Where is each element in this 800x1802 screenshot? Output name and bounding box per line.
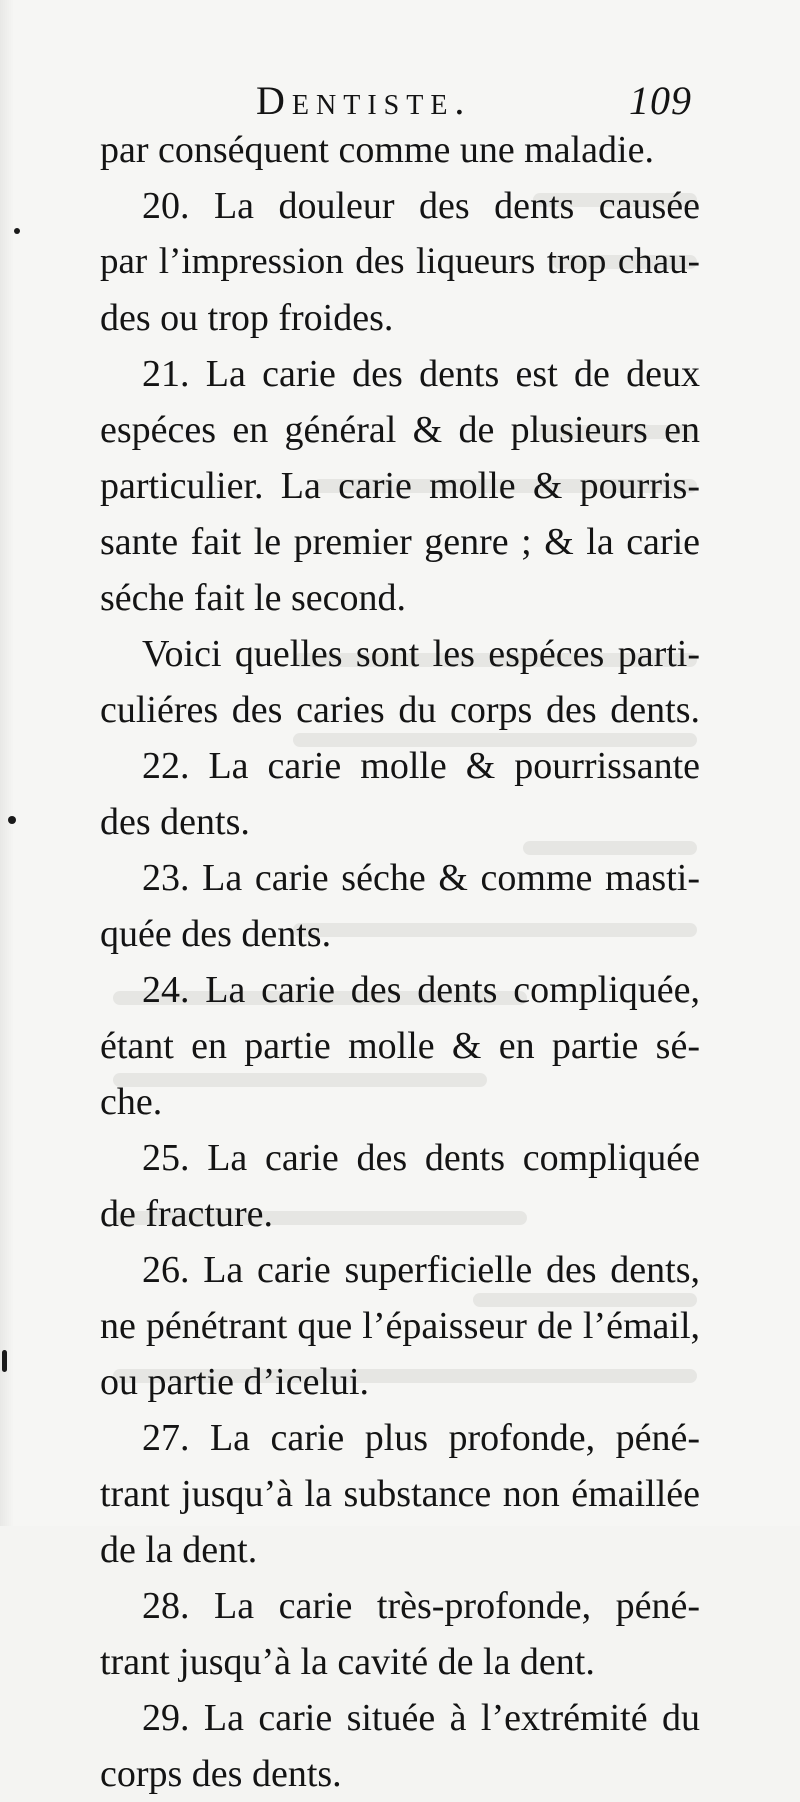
text-line: particulier. La carie molle & pourris- <box>100 465 700 507</box>
text-line: ou partie d’icelui. <box>100 1361 370 1403</box>
text-line: che. <box>100 1081 163 1123</box>
text-line: 26. La carie superficielle des dents, <box>142 1249 700 1291</box>
page-number: 109 <box>629 78 692 123</box>
text-line: 20. La douleur des dents causée <box>142 185 700 227</box>
text-line: espéces en général & de plusieurs en <box>100 409 700 451</box>
text-line: des ou trop froides. <box>100 297 394 339</box>
margin-speck <box>14 228 20 234</box>
text-line: 29. La carie située à l’extrémité du <box>142 1697 700 1739</box>
text-line: quée des dents. <box>100 913 332 955</box>
text-line: 23. La carie séche & comme masti- <box>142 857 700 899</box>
text-line: 22. La carie molle & pourrissante <box>142 745 700 787</box>
text-line: étant en partie molle & en partie sé- <box>100 1025 700 1067</box>
text-line: 21. La carie des dents est de deux <box>142 353 700 395</box>
text-line: séche fait le second. <box>100 577 406 619</box>
running-header <box>256 76 692 126</box>
margin-speck <box>2 1350 7 1372</box>
text-line: culiéres des caries du corps des dents. <box>100 689 700 731</box>
page-edge-shadow <box>0 0 14 1526</box>
text-line: corps des dents. <box>100 1753 342 1795</box>
text-line: Voici quelles sont les espéces parti- <box>142 633 700 675</box>
body-text <box>100 122 700 1802</box>
text-line: 25. La carie des dents compliquée <box>142 1137 700 1179</box>
text-line: par l’impression des liqueurs trop chau- <box>100 241 700 282</box>
text-line: sante fait le premier genre ; & la carie <box>100 521 700 563</box>
text-line: 24. La carie des dents compliquée, <box>142 969 700 1011</box>
text-line: 28. La carie très-profonde, péné- <box>142 1585 700 1627</box>
margin-speck <box>8 816 16 824</box>
text-line: de fracture. <box>100 1193 273 1235</box>
text-line: par conséquent comme une maladie. <box>100 129 654 171</box>
text-line: trant jusqu’à la cavité de la dent. <box>100 1641 595 1683</box>
running-head-title: Dentiste. <box>256 78 472 123</box>
text-line: trant jusqu’à la substance non émaillée <box>100 1473 700 1515</box>
text-line: ne pénétrant que l’épaisseur de l’émail, <box>100 1305 700 1347</box>
text-line: 27. La carie plus profonde, péné- <box>142 1417 700 1459</box>
text-line: des dents. <box>100 801 250 843</box>
text-line: de la dent. <box>100 1529 258 1571</box>
